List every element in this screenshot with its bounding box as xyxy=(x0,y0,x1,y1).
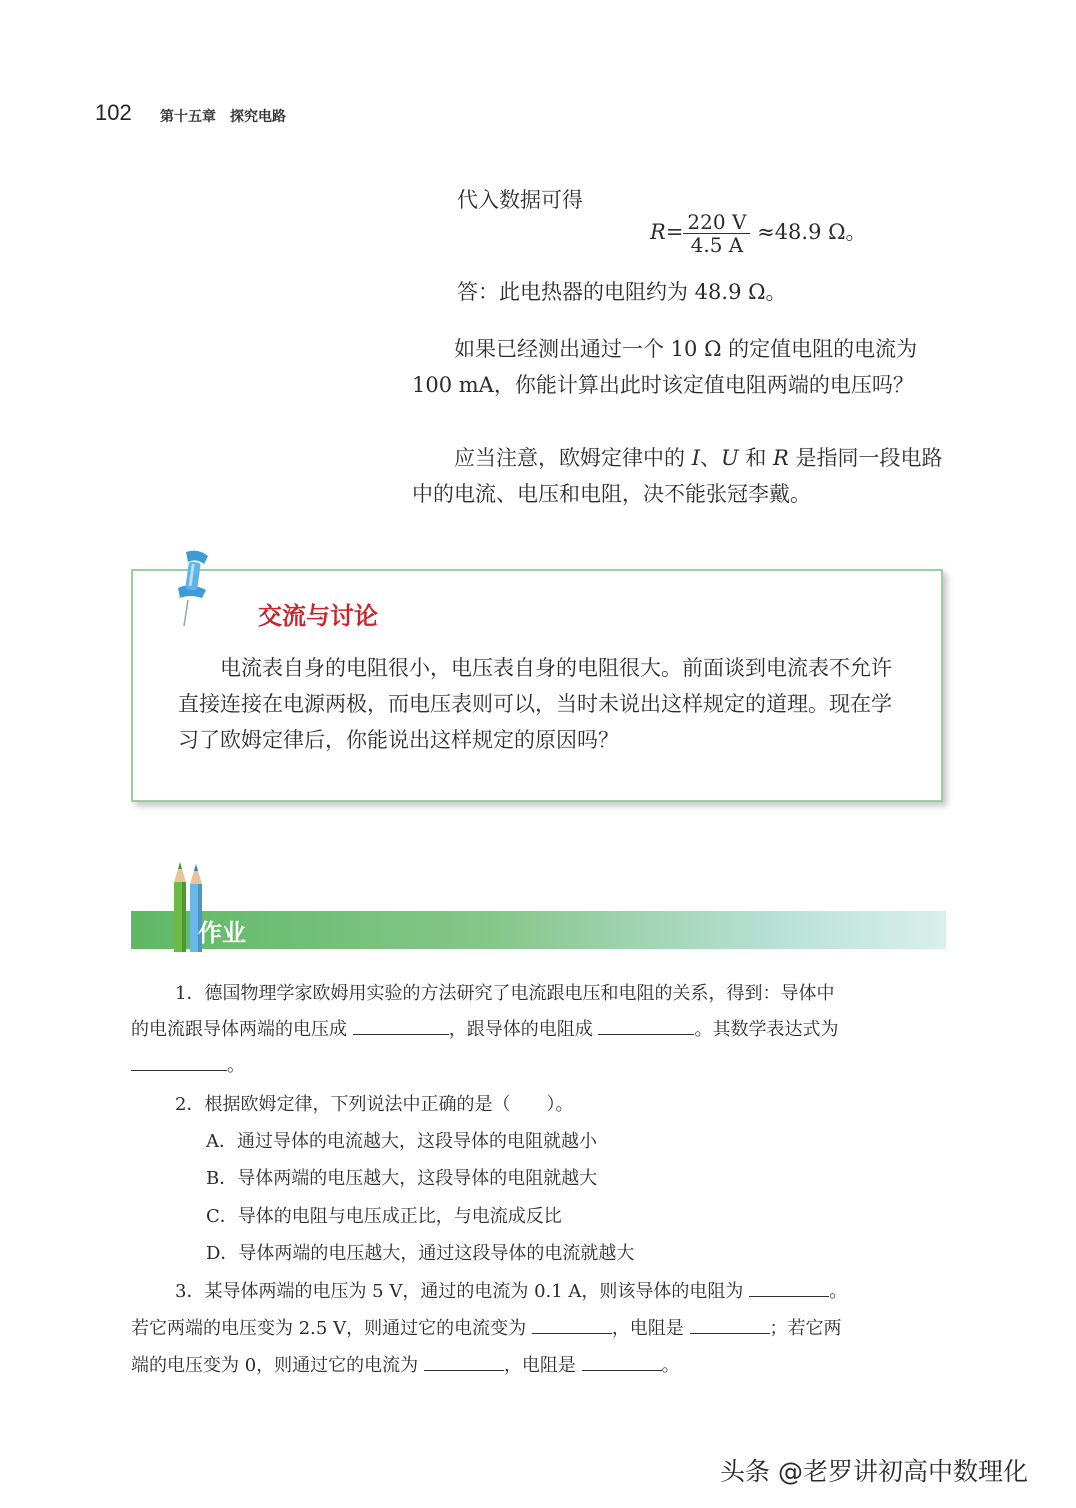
discussion-text: 电流表自身的电阻很小，电压表自身的电阻很大。前面谈到电流表不允许直接连接在电源两极，而电压表则可以，当时未说出这样规定的道理。现在学习了欧姆定律后，你能说出这样规定的原因吗？ xyxy=(178,656,892,752)
q1-text: 。其数学表达式为 xyxy=(694,1019,839,1040)
q3-text: ，电阻是 xyxy=(611,1318,684,1339)
q1-line2 xyxy=(131,1012,838,1048)
note-part: 和 xyxy=(738,446,774,470)
q1-text: ，跟导体的电阻成 xyxy=(448,1019,593,1040)
q3-text: 端的电压变为 0，则通过它的电流为 xyxy=(131,1355,419,1376)
q1-line3 xyxy=(131,1048,245,1084)
answer-blank[interactable] xyxy=(353,1014,449,1035)
q1-line1: 1．德国物理学家欧姆用实验的方法研究了电流跟电压和电阻的关系，得到：导体中 xyxy=(175,983,835,1004)
q3-text: 若它两端的电压变为 2.5 V，则通过它的电流变为 xyxy=(131,1318,527,1339)
homework-title: 作业 xyxy=(198,919,246,947)
paragraph-question: 如果已经测出通过一个 10 Ω 的定值电阻的电流为 100 mA，你能计算出此时该定值电阻两端的电压吗？ xyxy=(412,337,918,397)
q3-text: ；若它两 xyxy=(769,1318,842,1339)
answer-blank[interactable] xyxy=(532,1313,612,1334)
q2-stem: 2．根据欧姆定律，下列说法中正确的是（ ）。 xyxy=(175,1094,574,1115)
q3-text: ，电阻是 xyxy=(503,1355,576,1376)
answer-blank[interactable] xyxy=(582,1350,662,1371)
formula-result: ≈48.9 Ω。 xyxy=(757,220,867,244)
homework-bar xyxy=(131,911,946,949)
discussion-title: 交流与讨论 xyxy=(258,602,378,630)
q2-option-c[interactable]: C．导体的电阻与电压成正比，与电流成反比 xyxy=(206,1206,562,1227)
q1-text: 。 xyxy=(227,1055,245,1076)
fraction-denominator: 4.5 A xyxy=(690,233,744,257)
chapter-title: 第十五章 探究电路 xyxy=(160,109,286,125)
q2-option-b[interactable]: B．导体两端的电压越大，这段导体的电阻就越大 xyxy=(206,1168,598,1189)
answer-blank[interactable] xyxy=(424,1350,504,1371)
formula-var: R xyxy=(650,220,666,244)
ohm-formula xyxy=(650,206,867,258)
watermark: 头条 @老罗讲初高中数理化 xyxy=(720,1457,1028,1486)
answer-blank[interactable] xyxy=(598,1014,694,1035)
q3-text: 。 xyxy=(661,1355,680,1376)
q2-option-a[interactable]: A．通过导体的电流越大，这段导体的电阻就越小 xyxy=(206,1131,597,1152)
paragraph-note xyxy=(412,440,952,512)
answer-blank[interactable] xyxy=(749,1276,829,1297)
note-var-r: R xyxy=(773,446,789,470)
q3-line2 xyxy=(131,1311,842,1347)
pushpin-icon xyxy=(168,548,220,628)
answer-line: 答：此电热器的电阻约为 48.9 Ω。 xyxy=(457,280,787,304)
q3-text: 3．某导体两端的电压为 5 V，通过的电流为 0.1 A，则该导体的电阻为 xyxy=(175,1281,744,1302)
fraction-numerator: 220 V xyxy=(683,211,750,234)
formula-fraction xyxy=(683,211,750,256)
page-number: 102 xyxy=(95,100,132,125)
note-part: 是指同一段电路中的电流、电压和电阻，决不能张冠李戴。 xyxy=(412,446,943,506)
q3-line3 xyxy=(131,1348,680,1384)
q3-line1 xyxy=(175,1274,847,1310)
note-part: 应当注意，欧姆定律中的 xyxy=(454,446,692,470)
q1-text: 的电流跟导体两端的电压成 xyxy=(131,1019,347,1040)
answer-blank[interactable] xyxy=(690,1313,770,1334)
answer-blank[interactable] xyxy=(131,1050,227,1071)
q2-option-d[interactable]: D．导体两端的电压越大，通过这段导体的电流就越大 xyxy=(206,1243,635,1264)
note-part: 、 xyxy=(699,446,721,470)
note-var-i: I xyxy=(691,446,700,470)
calc-intro: 代入数据可得 xyxy=(457,188,583,212)
note-var-u: U xyxy=(720,446,739,470)
formula-equals: = xyxy=(665,220,684,244)
q3-text: 。 xyxy=(829,1281,848,1302)
